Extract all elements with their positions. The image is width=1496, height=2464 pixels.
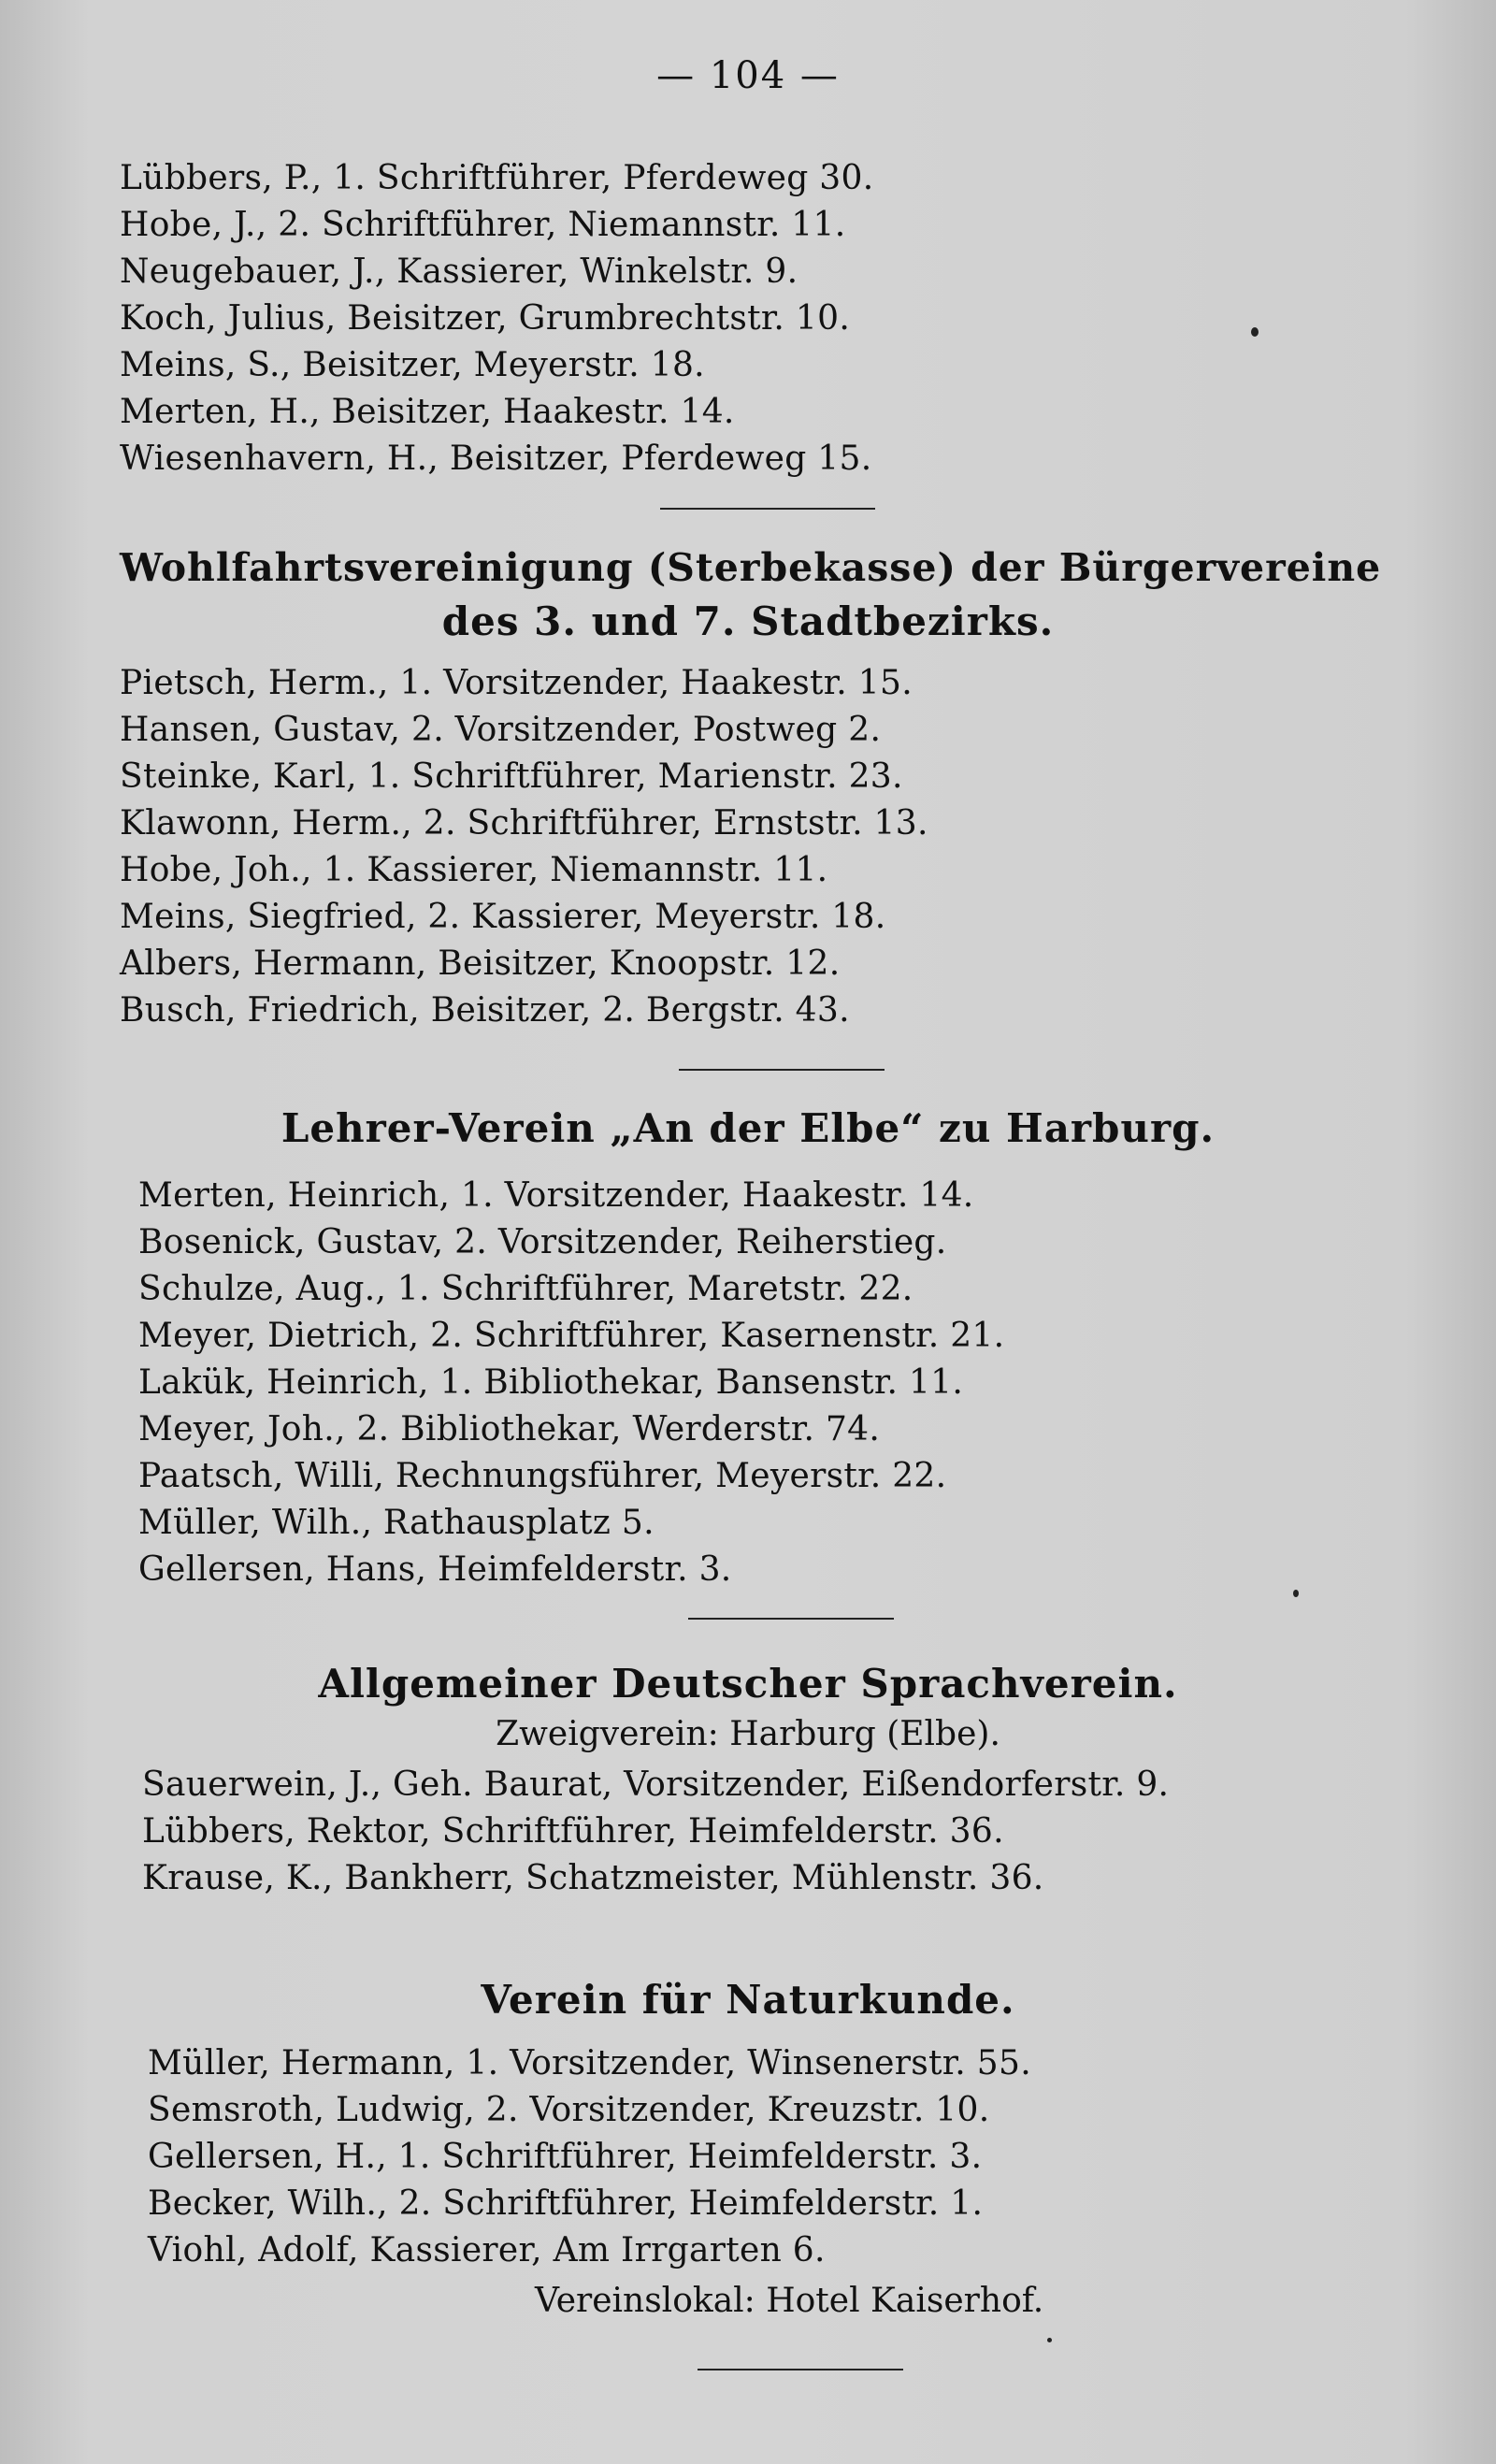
list-item: Merten, H., Beisitzer, Haakestr. 14. bbox=[120, 393, 735, 431]
entry-list bbox=[120, 155, 1242, 483]
list-item: Steinke, Karl, 1. Schriftführer, Marienstr. 23. bbox=[120, 757, 903, 796]
list-item: Busch, Friedrich, Beisitzer, 2. Bergstr. 43. bbox=[120, 991, 850, 1030]
entry-list bbox=[0, 1173, 1496, 1593]
page-number: — 104 — bbox=[656, 54, 840, 97]
list-item: Pietsch, Herm., 1. Vorsitzender, Haakestr. 15. bbox=[120, 664, 913, 702]
section-heading: Allgemeiner Deutscher Sprachverein. bbox=[318, 1661, 1178, 1707]
section-divider bbox=[688, 1618, 894, 1620]
section-heading: Wohlfahrtsvereinigung (Sterbekasse) der Bürgervereine bbox=[120, 545, 1382, 590]
list-item: Becker, Wilh., 2. Schriftführer, Heimfelderstr. 1. bbox=[148, 2184, 984, 2223]
list-item: Müller, Hermann, 1. Vorsitzender, Winsenerstr. 55. bbox=[148, 2044, 1031, 2082]
list-item: Viohl, Adolf, Kassierer, Am Irrgarten 6. bbox=[148, 2231, 826, 2269]
list-item: Lübbers, Rektor, Schriftführer, Heimfelderstr. 36. bbox=[142, 1812, 1004, 1851]
list-item: Lübbers, P., 1. Schriftführer, Pferdeweg 30. bbox=[120, 159, 874, 197]
list-item: Müller, Wilh., Rathausplatz 5. bbox=[138, 1504, 654, 1542]
list-item: Sauerwein, J., Geh. Baurat, Vorsitzender, Eißendorferstr. 9. bbox=[142, 1765, 1170, 1804]
section-continuation bbox=[120, 155, 1242, 483]
list-item: Hobe, J., 2. Schriftführer, Niemannstr. 11. bbox=[120, 206, 846, 244]
section-heading: Verein für Naturkunde. bbox=[481, 1977, 1015, 2023]
list-item: Koch, Julius, Beisitzer, Grumbrechtstr. 10. bbox=[120, 299, 851, 338]
list-item: Semsroth, Ludwig, 2. Vorsitzender, Kreuzstr. 10. bbox=[148, 2091, 990, 2129]
section-subheading: Zweigverein: Harburg (Elbe). bbox=[496, 1715, 1000, 1753]
list-item: Paatsch, Willi, Rechnungsführer, Meyerstr. 22. bbox=[138, 1457, 947, 1495]
list-item: Merten, Heinrich, 1. Vorsitzender, Haakestr. 14. bbox=[138, 1176, 974, 1215]
list-item: Gellersen, H., 1. Schriftführer, Heimfelderstr. 3. bbox=[148, 2138, 983, 2176]
entry-list bbox=[0, 660, 1496, 1034]
list-item: Gellersen, Hans, Heimfelderstr. 3. bbox=[138, 1550, 732, 1589]
list-item: Krause, K., Bankherr, Schatzmeister, Mühlenstr. 36. bbox=[142, 1859, 1044, 1897]
print-speck bbox=[1047, 2338, 1052, 2342]
entry-list bbox=[0, 2040, 1496, 2274]
section-divider bbox=[698, 2369, 903, 2370]
list-item: Meins, S., Beisitzer, Meyerstr. 18. bbox=[120, 346, 705, 384]
section-wohlfahrtsvereinigung bbox=[0, 542, 1496, 1034]
list-item: Neugebauer, J., Kassierer, Winkelstr. 9. bbox=[120, 252, 798, 291]
list-item: Schulze, Aug., 1. Schriftführer, Maretstr. 22. bbox=[138, 1270, 913, 1308]
section-heading: Lehrer-Verein „An der Elbe“ zu Harburg. bbox=[280, 1105, 1216, 1151]
list-item: Klawonn, Herm., 2. Schriftführer, Ernststr. 13. bbox=[120, 804, 928, 843]
list-item: Hobe, Joh., 1. Kassierer, Niemannstr. 11. bbox=[120, 851, 828, 889]
list-item: Meyer, Joh., 2. Bibliothekar, Werderstr. 74. bbox=[138, 1410, 881, 1448]
print-speck bbox=[1251, 327, 1259, 337]
section-sprachverein bbox=[0, 1659, 1496, 1902]
list-item: Meyer, Dietrich, 2. Schriftführer, Kasernenstr. 21. bbox=[138, 1317, 1005, 1355]
print-speck bbox=[1293, 1590, 1299, 1597]
entry-list bbox=[0, 1762, 1496, 1902]
list-item: Wiesenhavern, H., Beisitzer, Pferdeweg 15. bbox=[120, 439, 872, 478]
section-divider bbox=[679, 1069, 885, 1071]
section-divider bbox=[660, 508, 875, 510]
section-naturkunde bbox=[0, 1975, 1496, 2325]
list-item: Lakük, Heinrich, 1. Bibliothekar, Bansenstr. 11. bbox=[138, 1363, 964, 1402]
list-item: Hansen, Gustav, 2. Vorsitzender, Postweg 2. bbox=[120, 711, 882, 749]
list-item: Meins, Siegfried, 2. Kassierer, Meyerstr. 18. bbox=[120, 898, 886, 936]
list-item: Albers, Hermann, Beisitzer, Knoopstr. 12. bbox=[120, 944, 841, 983]
section-heading-continued: des 3. und 7. Stadtbezirks. bbox=[441, 598, 1055, 644]
club-venue-note: Vereinslokal: Hotel Kaiserhof. bbox=[535, 2282, 1044, 2320]
section-lehrer-verein bbox=[0, 1103, 1496, 1593]
list-item: Bosenick, Gustav, 2. Vorsitzender, Reiherstieg. bbox=[138, 1223, 947, 1261]
